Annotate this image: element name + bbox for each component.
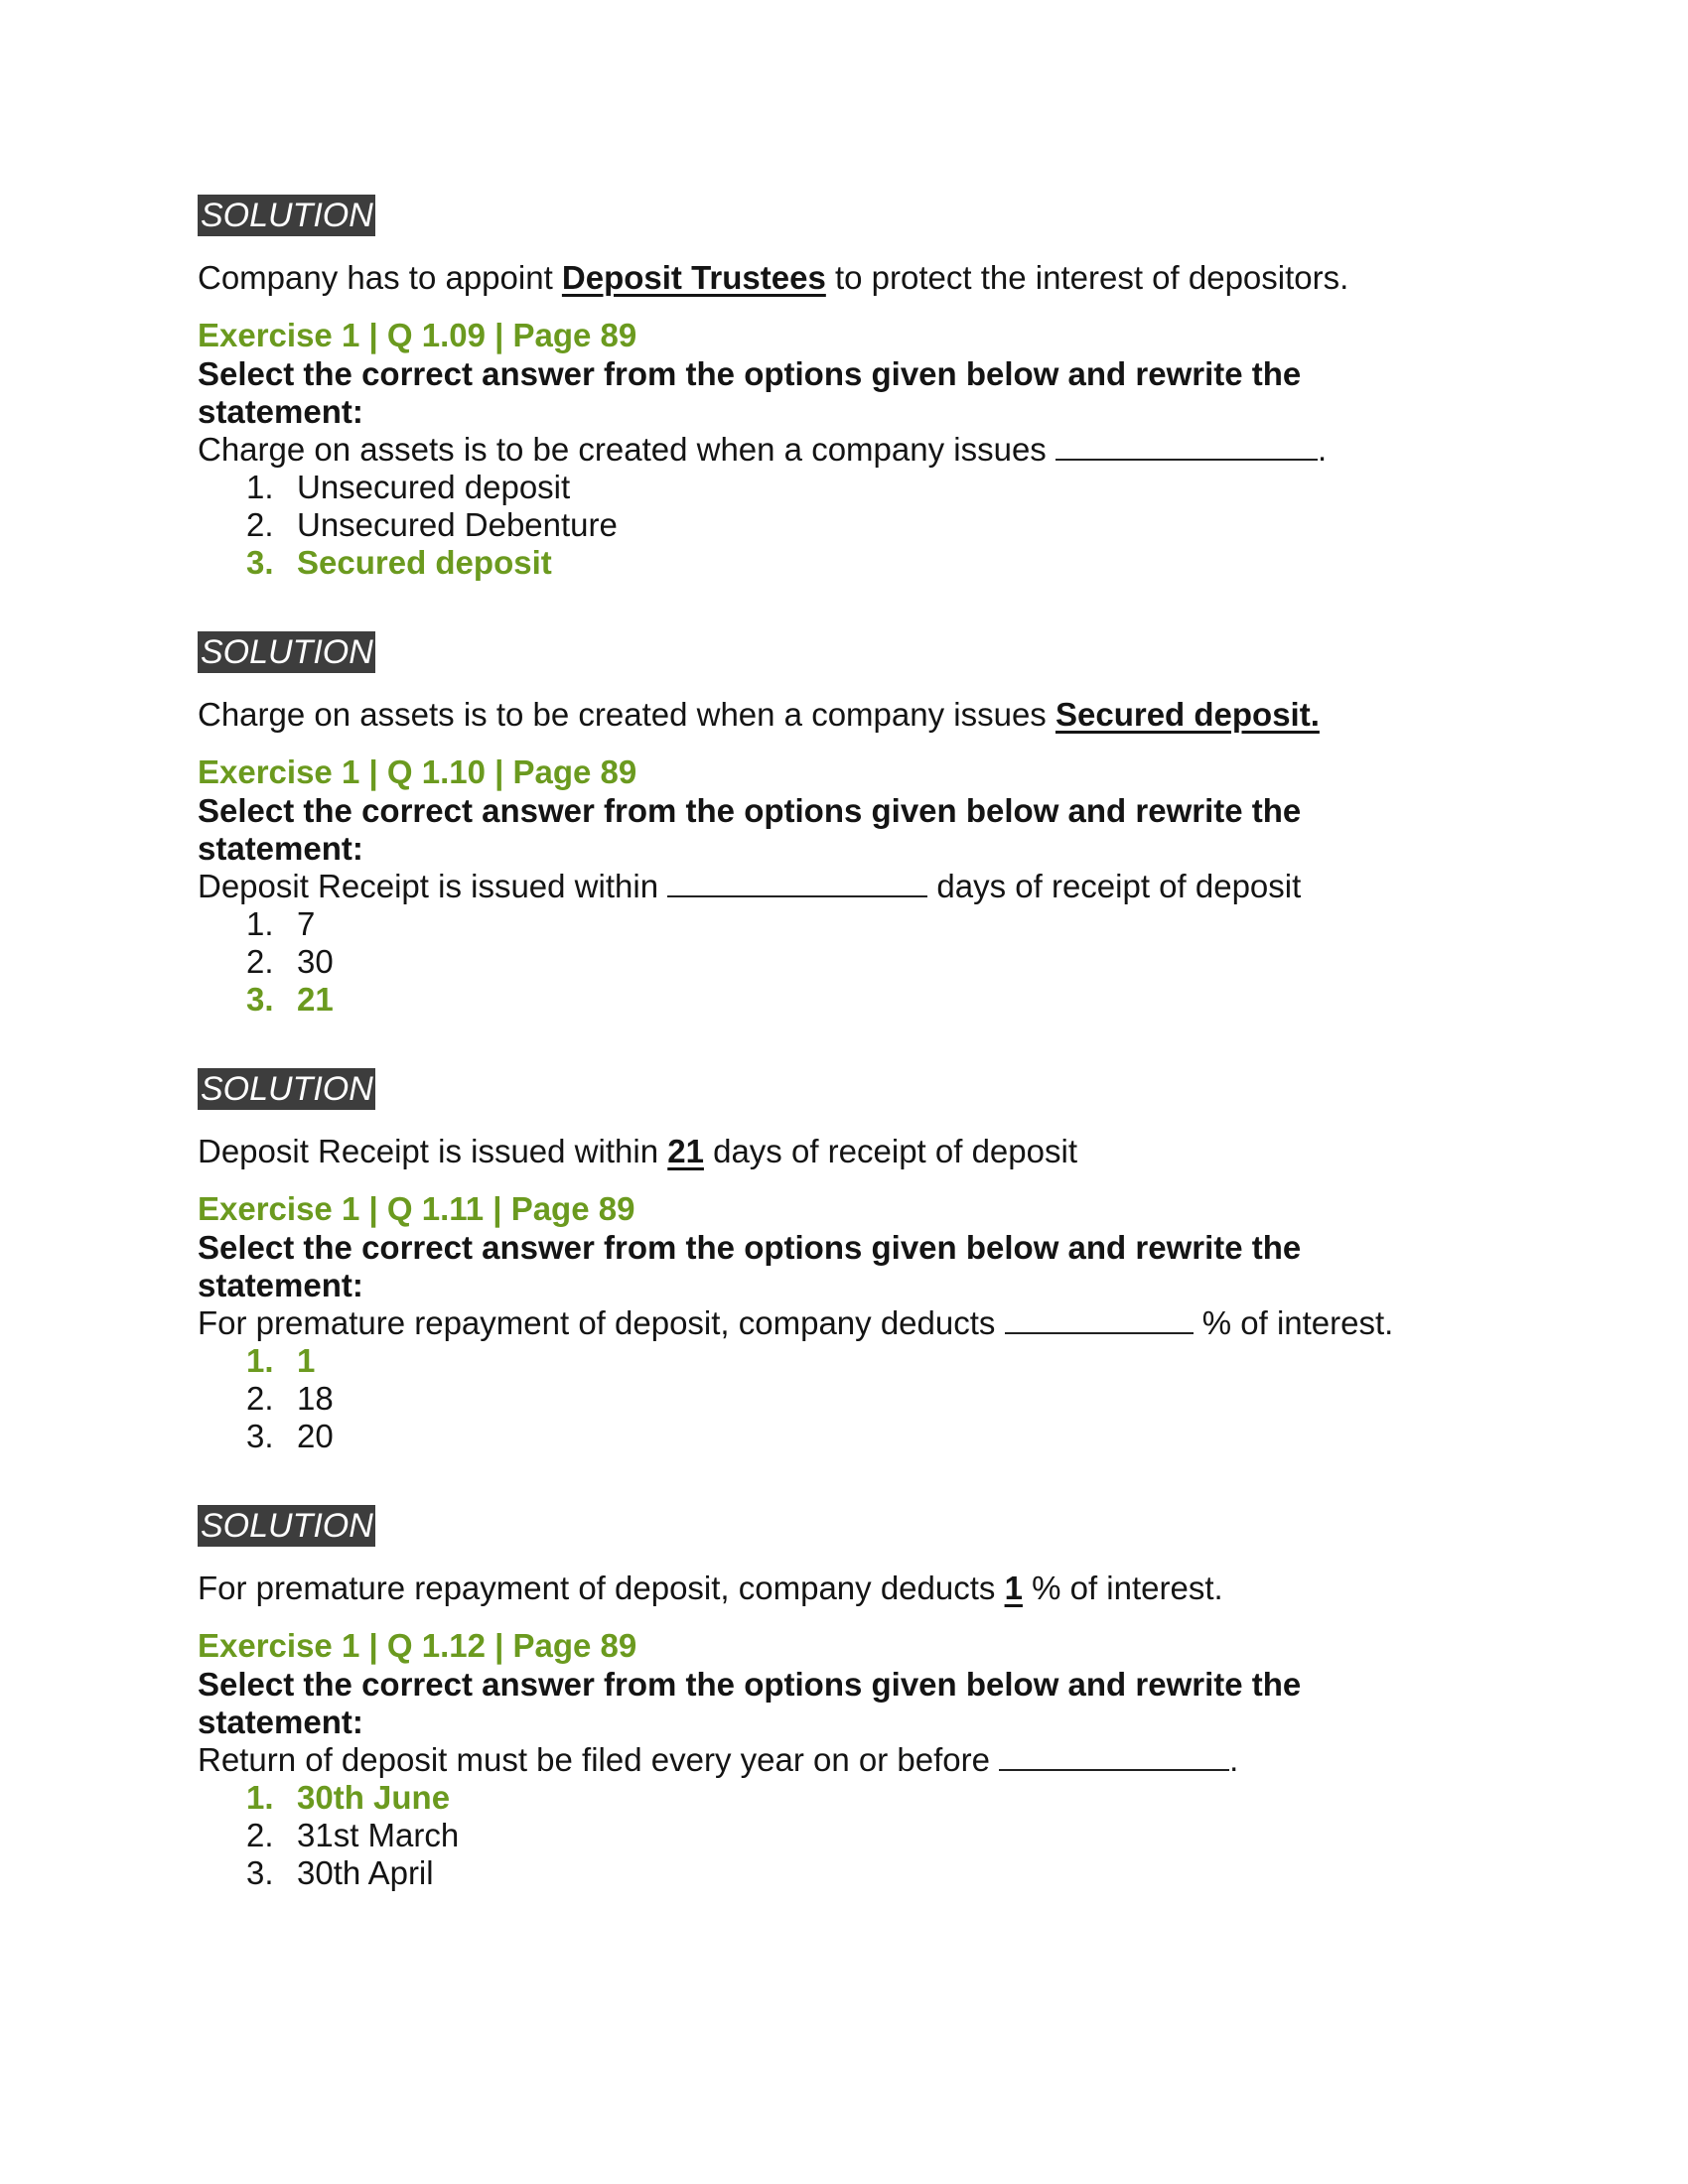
- option-3: 3. 30th April: [246, 1854, 434, 1891]
- option-1: 1. Unsecured deposit: [246, 469, 571, 505]
- instruction: Select the correct answer from the options given below and rewrite the statement:: [198, 355, 1302, 430]
- solution-text: Charge on assets is to be created when a company issues Secured deposit.: [198, 696, 1320, 733]
- solution-answer: Secured deposit.: [1055, 696, 1320, 733]
- options-list: [198, 1342, 1488, 1455]
- solution-label: SOLUTION: [198, 1068, 375, 1110]
- question-text: For premature repayment of deposit, company deducts % of interest.: [198, 1304, 1394, 1341]
- option-1: 1. 7: [246, 905, 316, 942]
- answer-blank: [1005, 1306, 1194, 1334]
- block-q-1-12: [198, 1626, 1488, 1892]
- solution-label: SOLUTION: [198, 1505, 375, 1547]
- option-2: 2. Unsecured Debenture: [246, 506, 618, 543]
- answer-blank: [1055, 433, 1318, 461]
- question-text: Return of deposit must be filed every year on or before .: [198, 1741, 1239, 1778]
- question-text: Deposit Receipt is issued within days of receipt of deposit: [198, 868, 1302, 904]
- exercise-heading: Exercise 1 | Q 1.11 | Page 89: [198, 1190, 635, 1227]
- option-3-correct: 3. Secured deposit: [246, 544, 552, 581]
- block-q-1-11: [198, 1189, 1488, 1608]
- solution-label: SOLUTION: [198, 631, 375, 673]
- options-list: [198, 905, 1488, 1019]
- block-q-1-10: [198, 752, 1488, 1171]
- option-2: 2. 18: [246, 1380, 334, 1417]
- solution-text: Deposit Receipt is issued within 21 days of receipt of deposit: [198, 1133, 1077, 1169]
- option-3-correct: 3. 21: [246, 981, 334, 1018]
- document-content: [198, 195, 1488, 1942]
- solution-text: For premature repayment of deposit, company deducts 1 % of interest.: [198, 1570, 1223, 1606]
- instruction: Select the correct answer from the options given below and rewrite the statement:: [198, 792, 1302, 867]
- exercise-heading: Exercise 1 | Q 1.10 | Page 89: [198, 753, 637, 790]
- answer-blank: [999, 1743, 1229, 1771]
- answer-blank: [667, 870, 927, 897]
- solution-label: SOLUTION: [198, 195, 375, 236]
- option-2: 2. 31st March: [246, 1817, 460, 1853]
- block-q-1-09: [198, 316, 1488, 735]
- solution-answer: 1: [1004, 1570, 1023, 1606]
- option-1-correct: 1. 30th June: [246, 1779, 451, 1816]
- solution-answer: 21: [667, 1133, 704, 1169]
- exercise-heading: Exercise 1 | Q 1.12 | Page 89: [198, 1627, 637, 1664]
- instruction: Select the correct answer from the options given below and rewrite the statement:: [198, 1229, 1302, 1303]
- options-list: [198, 1779, 1488, 1892]
- option-3: 3. 20: [246, 1418, 334, 1454]
- solution-text: Company has to appoint Deposit Trustees to protect the interest of depositors.: [198, 259, 1349, 296]
- option-1-correct: 1. 1: [246, 1342, 316, 1379]
- question-text: Charge on assets is to be created when a company issues .: [198, 431, 1328, 468]
- exercise-heading: Exercise 1 | Q 1.09 | Page 89: [198, 317, 637, 353]
- option-2: 2. 30: [246, 943, 334, 980]
- block-0: [198, 195, 1488, 298]
- instruction: Select the correct answer from the options given below and rewrite the statement:: [198, 1666, 1302, 1740]
- solution-answer: Deposit Trustees: [561, 259, 826, 296]
- options-list: [198, 469, 1488, 582]
